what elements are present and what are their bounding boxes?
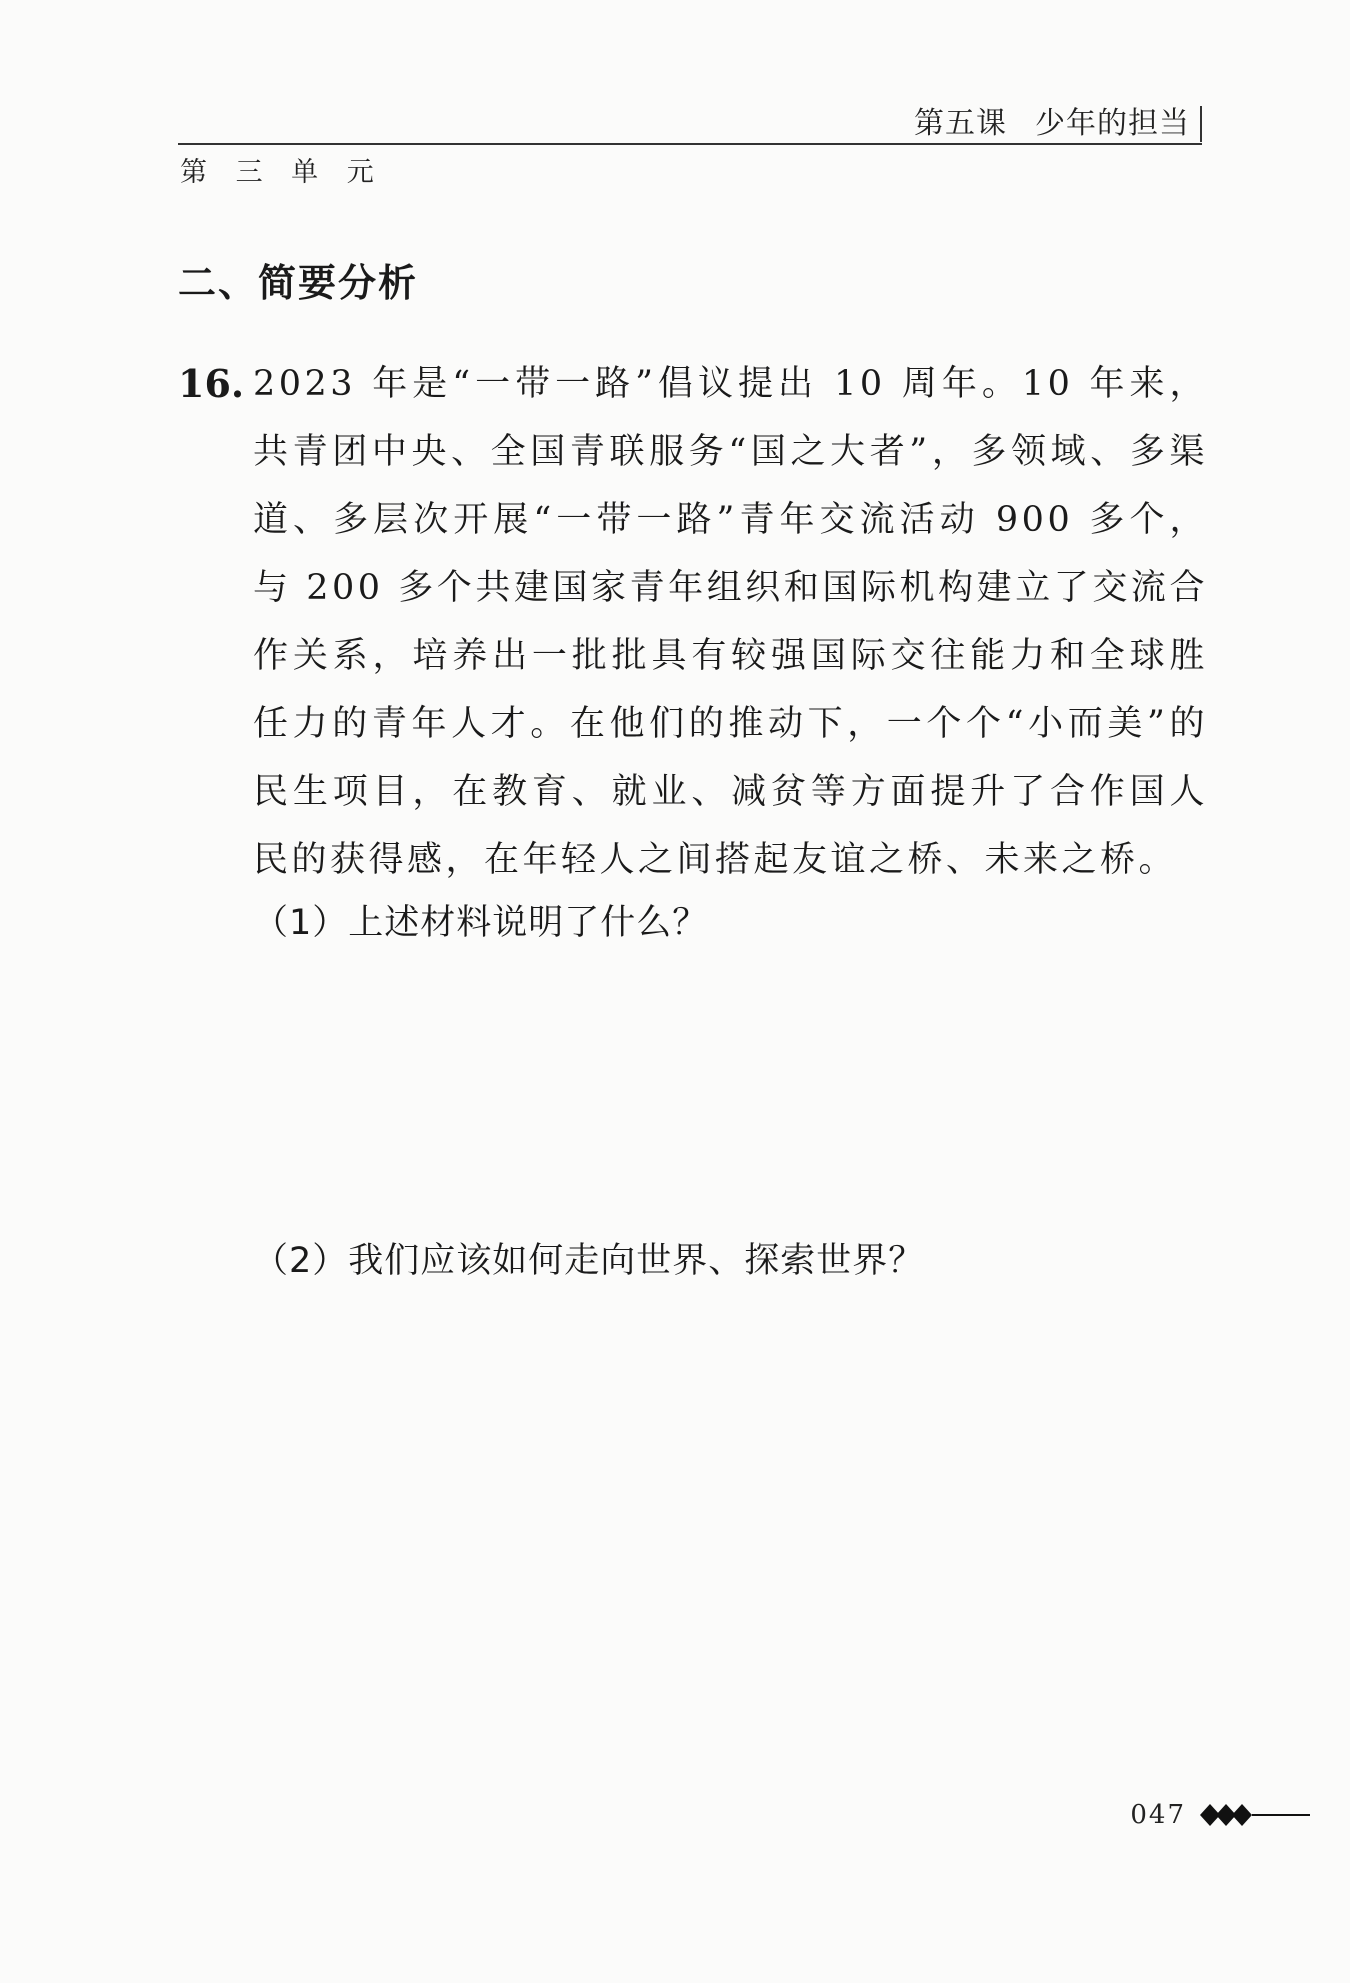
sub-question-1: （1）上述材料说明了什么？	[253, 903, 709, 943]
section-title: 二、简要分析	[178, 261, 419, 305]
unit-label: 第 三 单 元	[180, 157, 384, 188]
question-number: 16.	[178, 361, 245, 406]
sub-question-2: （2）我们应该如何走向世界、探索世界？	[253, 1241, 925, 1281]
page-number: 047	[1130, 1800, 1186, 1830]
question-body: 2023 年是“一带一路”倡议提出 10 周年。10 年来，共青团中央、全国青联服务“国之大者”，多领域、多渠道、多层次开展“一带一路”青年交流活动 900 多个，与 200 多个共建国家青年组织和国际机构建立了交流合作关系，培养出一批批具有较强国际交往能力和全球胜任力的青年人才。在他们的推动下，一个个“小而美”的民生项目，在教育、就业、减贫等方面提升了合作国人民的获得感，在年轻人之间搭起友谊之桥、未来之桥。	[253, 364, 1208, 880]
lesson-title: 少年的担当	[1035, 106, 1190, 141]
lesson-label: 第五课	[914, 106, 1007, 141]
header-rule	[178, 143, 1202, 145]
running-header	[914, 106, 1202, 142]
page-footer	[1130, 1800, 1310, 1830]
triple-diamond-icon	[1200, 1800, 1310, 1830]
